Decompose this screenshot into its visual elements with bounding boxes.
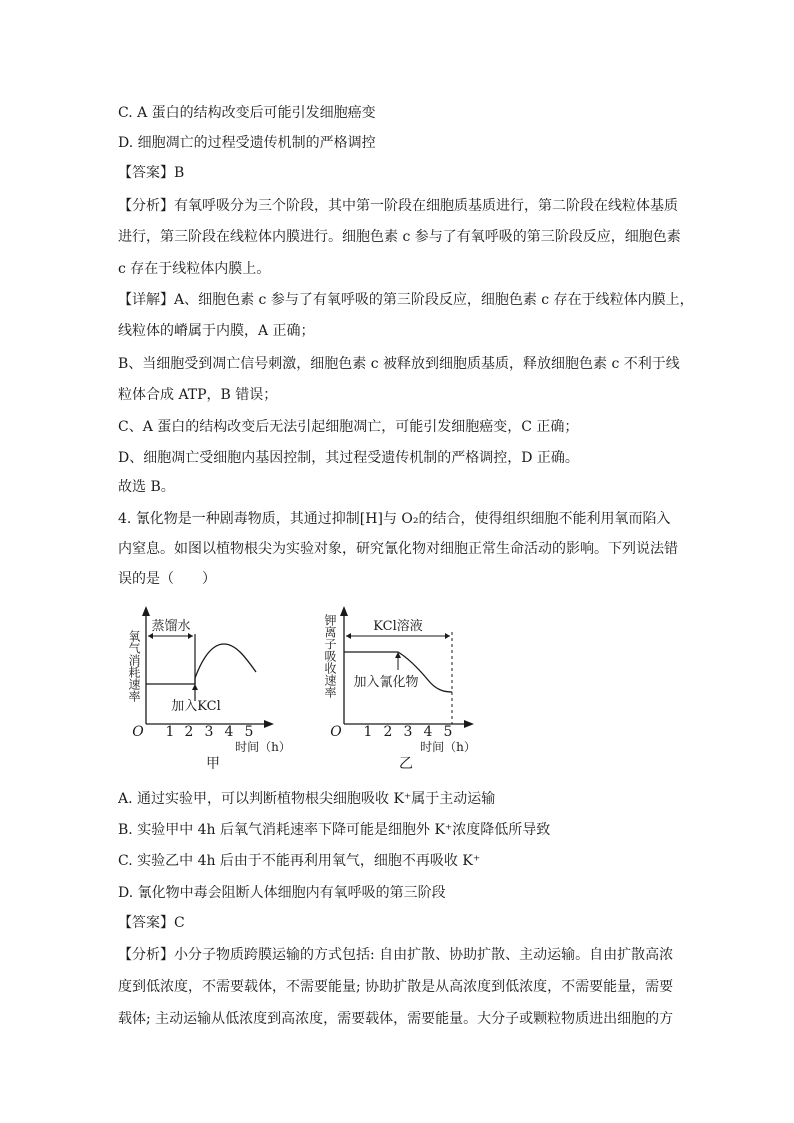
text-line: 内窒息。如图以植物根尖为实验对象，研究氰化物对细胞正常生命活动的影响。下列说法错 [118,541,678,557]
text-line: c 存在于线粒体内膜上。 [118,261,271,277]
text-line: D. 细胞凋亡的过程受遗传机制的严格调控 [118,135,376,151]
x-axis-arrow [464,720,474,728]
text-line: 【分析】小分子物质跨膜运输的方式包括: 自由扩散、协助扩散、主动运输。自由扩散高浓 [118,947,674,963]
text-line: D、细胞凋亡受细胞内基因控制，其过程受遗传机制的严格调控，D 正确。 [118,450,579,466]
text-line: 误的是（ ） [118,571,216,587]
box-label: KCl溶液 [373,619,423,634]
origin-label: O [330,724,342,740]
box-label: 蒸馏水 [151,619,191,634]
annotation: 加入氰化物 [353,675,419,690]
figure-jia [127,606,291,772]
x-tick-label: 4 [423,724,433,740]
x-tick-label: 2 [184,724,194,740]
x-tick-label: 5 [244,724,254,740]
text-line: 【答案】B [118,165,185,181]
option-c: C. 实验乙中 4h 后由于不能再利用氧气，细胞不再吸收 K⁺ [118,853,481,869]
text-line: 度到低浓度，不需要载体，不需要能量; 协助扩散是从高浓度到低浓度，不需要能量，需要 [118,979,674,995]
option-b: B. 实验甲中 4h 后氧气消耗速率下降可能是细胞外 K⁺浓度降低所导致 [118,822,551,838]
text-line: 线粒体的嵴属于内膜，A 正确； [118,323,315,339]
option-d: D. 氰化物中毒会阻断人体细胞内有氧呼吸的第三阶段 [118,885,446,901]
figures [118,606,478,774]
x-tick-label: 3 [403,724,413,740]
option-a: A. 通过实验甲，可以判断植物根尖细胞吸收 K⁺属于主动运输 [118,791,496,807]
x-tick-label: 4 [224,724,234,740]
x-tick-label: 1 [363,724,373,740]
text-line: 粒体合成 ATP，B 错误； [118,387,278,403]
series-line [146,644,256,684]
y-axis-arrow [142,606,150,616]
annotation: 加入KCl [171,699,221,714]
origin-label: O [132,724,144,740]
x-tick-label: 1 [165,724,175,740]
x-tick-label: 3 [204,724,214,740]
annotation-arrow-head [192,684,198,690]
y-axis-arrow [340,606,348,616]
figure-yi [323,606,476,772]
question-4: 4. 氰化物是一种剧毒物质，其通过抑制[H]与 O₂的结合，使得组织细胞不能利用氧而陷入 [118,511,671,527]
text-line: 【分析】有氧呼吸分为三个阶段，其中第一阶段在细胞质基质进行，第二阶段在线粒体基质 [118,198,678,214]
figure-caption: 乙 [399,756,413,772]
text-line: 进行，第三阶段在线粒体内膜进行。细胞色素 c 参与了有氧呼吸的第三阶段反应，细胞色素 [118,229,681,245]
x-axis-arrow [264,720,274,728]
text-line: C. A 蛋白的结构改变后可能引发细胞癌变 [118,105,376,121]
text-line: B、当细胞受到凋亡信号刺激，细胞色素 c 被释放到细胞质基质，释放细胞色素 c 不利于线 [118,356,680,372]
x-tick-label: 5 [443,724,453,740]
answer: 【答案】C [118,915,185,931]
x-axis-label: 时间（h） [420,740,476,754]
box-arrow-head [445,633,450,639]
y-axis-label: 氧气消耗速率 [127,630,141,702]
x-axis-label: 时间（h） [235,740,291,754]
text-line: 载体; 主动运输从低浓度到高浓度，需要载体，需要能量。大分子或颗粒物质进出细胞的方 [118,1011,674,1027]
text-line: C、A 蛋白的结构改变后无法引起细胞凋亡，可能引发细胞癌变，C 正确； [118,419,579,435]
y-axis-label: 钾离子吸收速率 [323,614,337,698]
text-line: 故选 B。 [118,479,175,495]
box-arrow-head [346,633,351,639]
x-tick-label: 2 [383,724,393,740]
figure-caption: 甲 [206,756,220,772]
text-line: 【详解】A、细胞色素 c 参与了有氧呼吸的第三阶段反应，细胞色素 c 存在于线粒体内膜上， [118,292,694,308]
